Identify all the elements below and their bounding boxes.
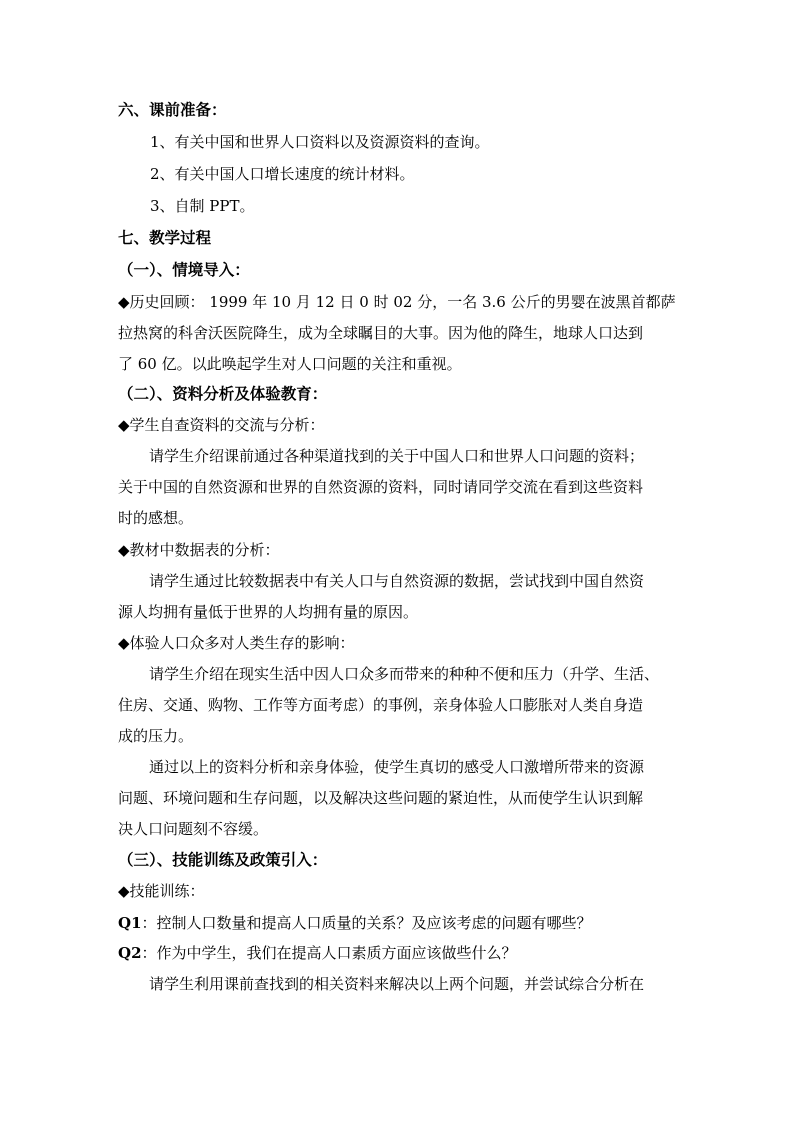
paragraph-line: 请学生利用课前查找到的相关资料来解决以上两个问题，并尝试综合分析在 (149, 975, 645, 993)
paragraph-line: 请学生通过比较数据表中有关人口与自然资源的数据，尝试找到中国自然资 (149, 572, 645, 590)
part-1-heading: （一）、情境导入： (118, 260, 250, 279)
subheading: ◆教材中数据表的分析： (118, 541, 280, 559)
section-7-heading: 七、教学过程 (118, 228, 212, 247)
paragraph-line: 了 60 亿。以此唤起学生对人口问题的关注和重视。 (118, 355, 462, 373)
paragraph-line: 成的压力。 (118, 727, 194, 745)
paragraph-line: 时的感想。 (118, 509, 194, 527)
paragraph-line: 决人口问题刻不容缓。 (118, 820, 269, 838)
prep-item-3: 3、自制 PPT。 (150, 197, 255, 215)
paragraph-line: 通过以上的资料分析和亲身体验，使学生真切的感受人口激增所带来的资源 (149, 758, 645, 776)
paragraph-line: 住房、交通、购物、工作等方面考虑）的事例，亲身体验人口膨胀对人类自身造 (118, 696, 644, 714)
question-text: ：作为中学生，我们在提高人口素质方面应该做些什么？ (141, 944, 517, 962)
question-text: ：控制人口数量和提高人口质量的关系？及应该考虑的问题有哪些？ (141, 914, 592, 932)
question-label: Q2 (118, 944, 142, 962)
question-1 (118, 913, 680, 933)
paragraph-line: 请学生介绍课前通过各种渠道找到的关于中国人口和世界人口问题的资料； (149, 447, 645, 465)
paragraph-line: 请学生介绍在现实生活中因人口众多而带来的种种不便和压力（升学、生活、 (149, 665, 660, 683)
paragraph-line: 源人均拥有量低于世界的人均拥有量的原因。 (118, 603, 419, 621)
section-6-heading: 六、课前准备： (118, 100, 227, 119)
part-2-heading: （二）、资料分析及体验教育： (118, 384, 328, 403)
paragraph-line: 关于中国的自然资源和世界的自然资源的资料，同时请同学交流在看到这些资料 (118, 478, 644, 496)
paragraph-line: 拉热窝的科舍沃医院降生，成为全球瞩目的大事。因为他的降生，地球人口达到 (118, 324, 644, 342)
subheading: ◆学生自查资料的交流与分析： (118, 416, 325, 434)
question-label: Q1 (118, 914, 142, 932)
paragraph-line: 问题、环境问题和生存问题，以及解决这些问题的紧迫性，从而使学生认识到解 (118, 789, 644, 807)
prep-item-2: 2、有关中国人口增长速度的统计材料。 (150, 165, 415, 183)
paragraph-line: ◆历史回顾： 1999 年 10 月 12 日 0 时 02 分，一名 3.6 公斤的男婴在波黑首都萨 (118, 293, 676, 311)
subheading: ◆体验人口众多对人类生存的影响： (118, 634, 355, 652)
question-2 (118, 943, 680, 963)
subheading: ◆技能训练： (118, 882, 205, 900)
part-3-heading: （三）、技能训练及政策引入： (118, 850, 328, 869)
prep-item-1: 1、有关中国和世界人口资料以及资源资料的查询。 (150, 133, 490, 151)
